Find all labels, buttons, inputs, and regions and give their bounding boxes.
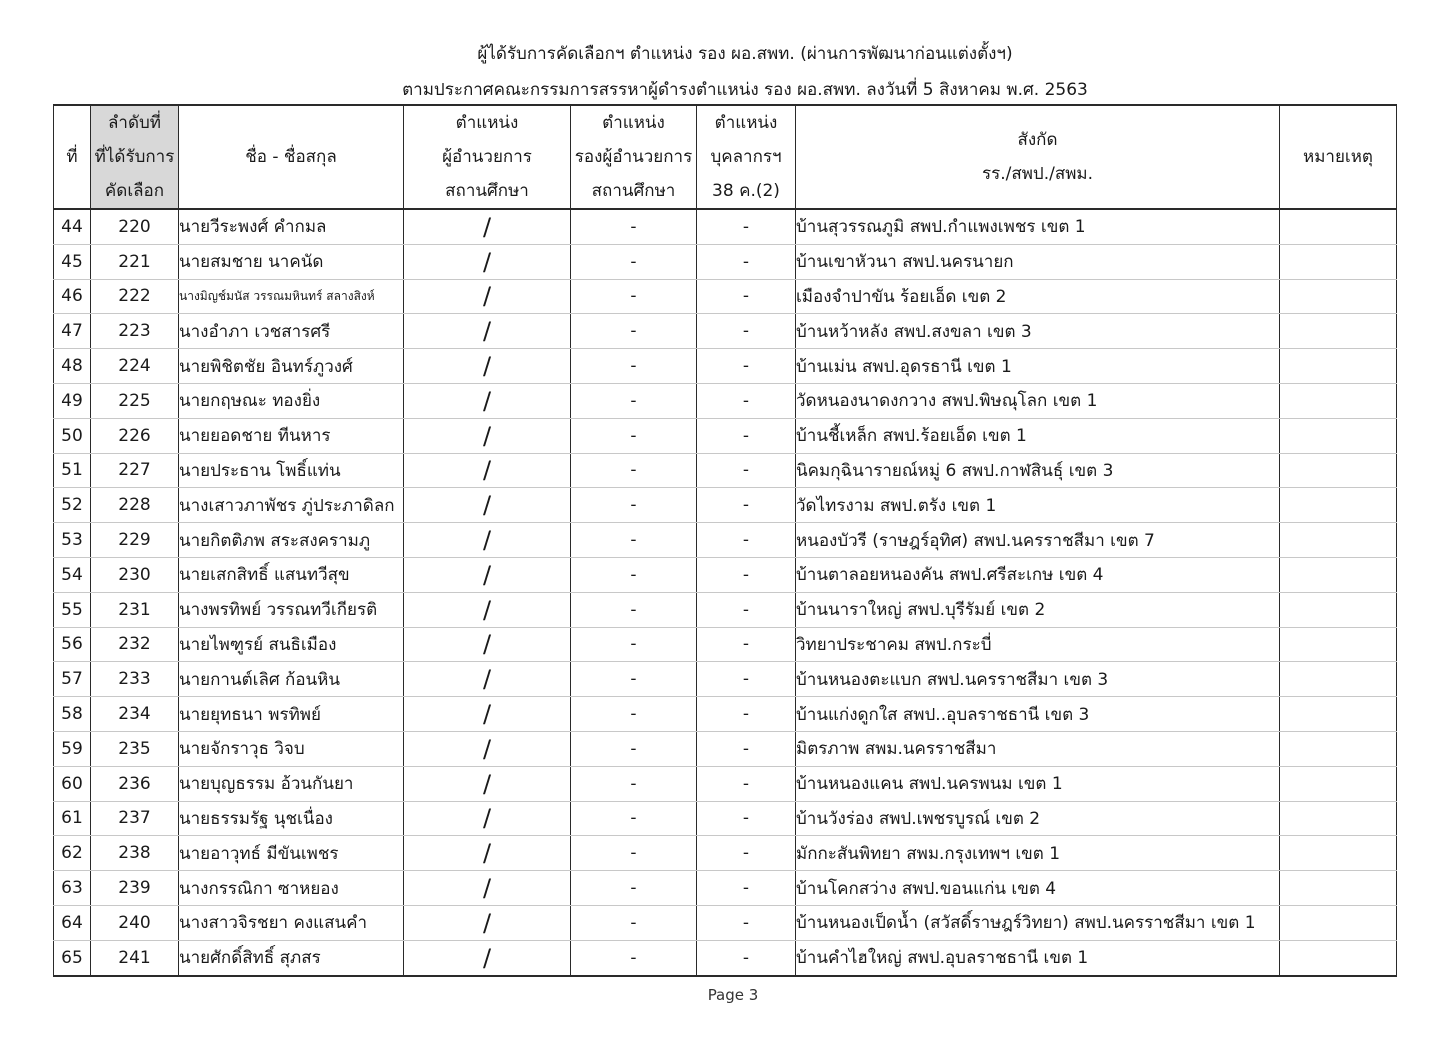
row-affiliation: บ้านโคกสว่าง สพป.ขอนแก่น เขต 4 <box>796 871 1280 906</box>
row-number: 55 <box>54 592 91 627</box>
table-row <box>54 314 1397 349</box>
table-row <box>54 801 1397 836</box>
row-deputy-mark: - <box>571 766 697 801</box>
row-number: 56 <box>54 627 91 662</box>
row-remark <box>1280 244 1397 279</box>
row-number: 46 <box>54 279 91 314</box>
header-deputy-line: สถานศึกษา <box>591 181 676 201</box>
row-personnel-mark: - <box>697 905 796 940</box>
row-deputy-mark: - <box>571 731 697 766</box>
row-personnel-mark: - <box>697 731 796 766</box>
row-name: นายกฤษณะ ทองยิ่ง <box>179 383 404 418</box>
row-number: 61 <box>54 801 91 836</box>
page-number: Page 3 <box>707 986 759 1004</box>
header-personnel-line: 38 ค.(2) <box>712 181 780 201</box>
row-personnel-mark: - <box>697 279 796 314</box>
header-deputy-line: รองผู้อำนวยการ <box>574 147 693 167</box>
row-number: 63 <box>54 871 91 906</box>
row-affiliation: บ้านหว้าหลัง สพป.สงขลา เขต 3 <box>796 314 1280 349</box>
row-number: 47 <box>54 314 91 349</box>
row-number: 65 <box>54 940 91 975</box>
row-director-mark: / <box>404 836 571 871</box>
row-remark <box>1280 314 1397 349</box>
table-row <box>54 244 1397 279</box>
row-director-mark: / <box>404 279 571 314</box>
row-personnel-mark: - <box>697 801 796 836</box>
row-name: นายกานต์เลิศ ก้อนหิน <box>179 662 404 697</box>
row-remark <box>1280 418 1397 453</box>
row-remark <box>1280 836 1397 871</box>
row-name: นายบุญธรรม อ้วนกันยา <box>179 766 404 801</box>
row-affiliation: บ้านตาลอยหนองคัน สพป.ศรีสะเกษ เขต 4 <box>796 557 1280 592</box>
header-deputy-line: ตำแหน่ง <box>602 113 665 133</box>
row-deputy-mark: - <box>571 627 697 662</box>
row-rank: 240 <box>91 905 179 940</box>
table-row <box>54 592 1397 627</box>
row-personnel-mark: - <box>697 349 796 384</box>
table-row <box>54 279 1397 314</box>
row-personnel-mark: - <box>697 209 796 244</box>
document-title: ผู้ได้รับการคัดเลือกฯ ตำแหน่ง รอง ผอ.สพท. (ผ่านการพัฒนาก่อนแต่งตั้งฯ) <box>477 44 1013 64</box>
row-affiliation: วัดหนองนาดงกวาง สพป.พิษณุโลก เขต 1 <box>796 383 1280 418</box>
row-remark <box>1280 523 1397 558</box>
row-director-mark: / <box>404 244 571 279</box>
table-row <box>54 940 1397 975</box>
row-director-mark: / <box>404 488 571 523</box>
row-remark <box>1280 697 1397 732</box>
row-name: นางสาวจิรชยา คงแสนคำ <box>179 905 404 940</box>
row-rank: 236 <box>91 766 179 801</box>
row-director-mark: / <box>404 905 571 940</box>
row-deputy-mark: - <box>571 349 697 384</box>
row-name: นายวีระพงศ์ คำกมล <box>179 209 404 244</box>
header-pos-personnel <box>697 105 796 209</box>
row-deputy-mark: - <box>571 662 697 697</box>
table-row <box>54 209 1397 244</box>
row-rank: 241 <box>91 940 179 975</box>
row-director-mark: / <box>404 557 571 592</box>
row-remark <box>1280 349 1397 384</box>
header-director-line: ตำแหน่ง <box>455 113 519 133</box>
table-row <box>54 383 1397 418</box>
row-director-mark: / <box>404 801 571 836</box>
row-number: 48 <box>54 349 91 384</box>
table-row <box>54 662 1397 697</box>
row-director-mark: / <box>404 349 571 384</box>
row-personnel-mark: - <box>697 592 796 627</box>
row-number: 53 <box>54 523 91 558</box>
row-deputy-mark: - <box>571 453 697 488</box>
row-affiliation: วิทยาประชาคม สพป.กระบี่ <box>796 627 1280 662</box>
row-remark <box>1280 209 1397 244</box>
row-rank: 231 <box>91 592 179 627</box>
row-number: 54 <box>54 557 91 592</box>
row-number: 45 <box>54 244 91 279</box>
header-rank <box>91 105 179 209</box>
row-number: 60 <box>54 766 91 801</box>
document-subtitle: ตามประกาศคณะกรรมการสรรหาผู้ดำรงตำแหน่ง รอง ผอ.สพท. ลงวันที่ 5 สิงหาคม พ.ศ. 2563 <box>402 80 1088 100</box>
table-row <box>54 418 1397 453</box>
row-number: 59 <box>54 731 91 766</box>
row-name: นายพิชิตชัย อินทร์ภูวงศ์ <box>179 349 404 384</box>
row-rank: 232 <box>91 627 179 662</box>
row-director-mark: / <box>404 592 571 627</box>
row-number: 64 <box>54 905 91 940</box>
row-name: นายประธาน โพธิ์แท่น <box>179 453 404 488</box>
header-affiliation-line: สังกัด <box>1017 130 1058 150</box>
row-deputy-mark: - <box>571 940 697 975</box>
row-remark <box>1280 488 1397 523</box>
row-rank: 238 <box>91 836 179 871</box>
table-row <box>54 349 1397 384</box>
row-personnel-mark: - <box>697 697 796 732</box>
row-rank: 233 <box>91 662 179 697</box>
row-personnel-mark: - <box>697 314 796 349</box>
header-personnel-line: บุคลากรฯ <box>710 147 782 167</box>
row-personnel-mark: - <box>697 766 796 801</box>
row-name: นางมิญช์มนัส วรรณมหินทร์ สลางสิงห์ <box>179 279 404 314</box>
row-director-mark: / <box>404 627 571 662</box>
row-name: นางอำภา เวชสารศรี <box>179 314 404 349</box>
header-name: ชื่อ - ชื่อสกุล <box>179 105 404 209</box>
row-deputy-mark: - <box>571 314 697 349</box>
row-name: นายยุทธนา พรทิพย์ <box>179 697 404 732</box>
row-rank: 229 <box>91 523 179 558</box>
table-row <box>54 766 1397 801</box>
row-name: นายสมชาย นาคนัด <box>179 244 404 279</box>
row-director-mark: / <box>404 209 571 244</box>
header-affiliation <box>796 105 1280 209</box>
row-personnel-mark: - <box>697 488 796 523</box>
table-row <box>54 905 1397 940</box>
header-remark: หมายเหตุ <box>1280 105 1397 209</box>
row-affiliation: บ้านชี้เหล็ก สพป.ร้อยเอ็ด เขต 1 <box>796 418 1280 453</box>
row-director-mark: / <box>404 871 571 906</box>
row-rank: 225 <box>91 383 179 418</box>
row-affiliation: บ้านแก่งดูกใส สพป..อุบลราชธานี เขต 3 <box>796 697 1280 732</box>
row-name: นายกิตติภพ สระสงครามภู <box>179 523 404 558</box>
row-remark <box>1280 766 1397 801</box>
row-name: นายจักราวุธ วิจบ <box>179 731 404 766</box>
row-name: นางพรทิพย์ วรรณทวีเกียรติ <box>179 592 404 627</box>
row-affiliation: บ้านหนองเป็ดน้ำ (สวัสดิ์ราษฎร์วิทยา) สพป.นครราชสีมา เขต 1 <box>796 905 1280 940</box>
row-personnel-mark: - <box>697 871 796 906</box>
row-name: นายธรรมรัฐ นุชเนื่อง <box>179 801 404 836</box>
row-affiliation: บ้านหนองแคน สพป.นครพนม เขต 1 <box>796 766 1280 801</box>
row-deputy-mark: - <box>571 557 697 592</box>
header-director-line: สถานศึกษา <box>445 181 529 201</box>
header-pos-director <box>404 105 571 209</box>
row-remark <box>1280 871 1397 906</box>
row-rank: 230 <box>91 557 179 592</box>
row-director-mark: / <box>404 662 571 697</box>
row-remark <box>1280 279 1397 314</box>
row-number: 57 <box>54 662 91 697</box>
row-deputy-mark: - <box>571 383 697 418</box>
row-affiliation: บ้านเม่น สพป.อุดรธานี เขต 1 <box>796 349 1280 384</box>
table-row <box>54 836 1397 871</box>
row-affiliation: มักกะสันพิทยา สพม.กรุงเทพฯ เขต 1 <box>796 836 1280 871</box>
row-rank: 237 <box>91 801 179 836</box>
row-affiliation: เมืองจำปาขัน ร้อยเอ็ด เขต 2 <box>796 279 1280 314</box>
row-remark <box>1280 731 1397 766</box>
row-director-mark: / <box>404 523 571 558</box>
row-name: นางกรรณิกา ซาหยอง <box>179 871 404 906</box>
row-affiliation: มิตรภาพ สพม.นครราชสีมา <box>796 731 1280 766</box>
row-director-mark: / <box>404 453 571 488</box>
row-director-mark: / <box>404 731 571 766</box>
row-name: นางเสาวภาพัชร ภู่ประภาดิลก <box>179 488 404 523</box>
row-rank: 223 <box>91 314 179 349</box>
table-row <box>54 871 1397 906</box>
header-director-line: ผู้อำนวยการ <box>442 147 532 167</box>
table-row <box>54 557 1397 592</box>
row-name: นายเสกสิทธิ์ แสนทวีสุข <box>179 557 404 592</box>
row-affiliation: บ้านหนองตะแบก สพป.นครราชสีมา เขต 3 <box>796 662 1280 697</box>
row-director-mark: / <box>404 383 571 418</box>
row-remark <box>1280 801 1397 836</box>
row-remark <box>1280 592 1397 627</box>
row-personnel-mark: - <box>697 627 796 662</box>
row-deputy-mark: - <box>571 244 697 279</box>
row-rank: 220 <box>91 209 179 244</box>
table-row <box>54 627 1397 662</box>
row-affiliation: บ้านเขาหัวนา สพป.นครนายก <box>796 244 1280 279</box>
row-personnel-mark: - <box>697 557 796 592</box>
row-deputy-mark: - <box>571 801 697 836</box>
row-deputy-mark: - <box>571 871 697 906</box>
header-no: ที่ <box>54 105 91 209</box>
row-affiliation: บ้านสุวรรณภูมิ สพป.กำแพงเพชร เขต 1 <box>796 209 1280 244</box>
row-rank: 226 <box>91 418 179 453</box>
row-deputy-mark: - <box>571 209 697 244</box>
row-personnel-mark: - <box>697 523 796 558</box>
header-personnel-line: ตำแหน่ง <box>714 113 778 133</box>
row-number: 58 <box>54 697 91 732</box>
header-affiliation-line: รร./สพป./สพม. <box>981 164 1094 184</box>
header-rank-line: ลำดับที่ <box>107 113 161 133</box>
row-number: 62 <box>54 836 91 871</box>
table-header-row <box>54 105 1397 209</box>
header-rank-line: ที่ได้รับการ <box>94 147 175 167</box>
row-deputy-mark: - <box>571 697 697 732</box>
row-deputy-mark: - <box>571 836 697 871</box>
row-rank: 239 <box>91 871 179 906</box>
row-rank: 228 <box>91 488 179 523</box>
row-remark <box>1280 662 1397 697</box>
row-affiliation: บ้านนาราใหญ่ สพป.บุรีรัมย์ เขต 2 <box>796 592 1280 627</box>
row-rank: 235 <box>91 731 179 766</box>
row-number: 44 <box>54 209 91 244</box>
row-affiliation: บ้านคำไฮใหญ่ สพป.อุบลราชธานี เขต 1 <box>796 940 1280 975</box>
row-director-mark: / <box>404 697 571 732</box>
row-deputy-mark: - <box>571 523 697 558</box>
row-remark <box>1280 453 1397 488</box>
row-personnel-mark: - <box>697 940 796 975</box>
row-remark <box>1280 905 1397 940</box>
row-deputy-mark: - <box>571 418 697 453</box>
row-director-mark: / <box>404 314 571 349</box>
table-row <box>54 488 1397 523</box>
row-affiliation: บ้านวังร่อง สพป.เพชรบูรณ์ เขต 2 <box>796 801 1280 836</box>
row-name: นายอาวุทธ์ มีขันเพชร <box>179 836 404 871</box>
row-affiliation: วัดไทรงาม สพป.ตรัง เขต 1 <box>796 488 1280 523</box>
row-rank: 234 <box>91 697 179 732</box>
row-number: 51 <box>54 453 91 488</box>
selection-table <box>53 104 1397 977</box>
table-row <box>54 453 1397 488</box>
row-deputy-mark: - <box>571 279 697 314</box>
header-rank-line: คัดเลือก <box>104 181 165 201</box>
row-deputy-mark: - <box>571 592 697 627</box>
table-row <box>54 697 1397 732</box>
row-affiliation: นิคมกุฉินารายณ์หมู่ 6 สพป.กาฬสินธุ์ เขต 3 <box>796 453 1280 488</box>
row-deputy-mark: - <box>571 488 697 523</box>
row-number: 49 <box>54 383 91 418</box>
table-row <box>54 523 1397 558</box>
row-name: นายไพฑูรย์ สนธิเมือง <box>179 627 404 662</box>
row-personnel-mark: - <box>697 418 796 453</box>
row-remark <box>1280 940 1397 975</box>
row-remark <box>1280 627 1397 662</box>
row-deputy-mark: - <box>571 905 697 940</box>
row-personnel-mark: - <box>697 453 796 488</box>
row-director-mark: / <box>404 766 571 801</box>
row-remark <box>1280 557 1397 592</box>
row-director-mark: / <box>404 418 571 453</box>
row-name: นายยอดชาย ทีนหาร <box>179 418 404 453</box>
row-personnel-mark: - <box>697 662 796 697</box>
row-name: นายศักดิ์สิทธิ์ สุภสร <box>179 940 404 975</box>
row-personnel-mark: - <box>697 244 796 279</box>
row-affiliation: หนองบัวรี (ราษฎร์อุทิศ) สพป.นครราชสีมา เขต 7 <box>796 523 1280 558</box>
row-remark <box>1280 383 1397 418</box>
header-pos-deputy <box>571 105 697 209</box>
row-rank: 227 <box>91 453 179 488</box>
row-director-mark: / <box>404 940 571 975</box>
row-number: 50 <box>54 418 91 453</box>
row-rank: 221 <box>91 244 179 279</box>
table-row <box>54 731 1397 766</box>
row-number: 52 <box>54 488 91 523</box>
row-personnel-mark: - <box>697 836 796 871</box>
row-personnel-mark: - <box>697 383 796 418</box>
row-rank: 224 <box>91 349 179 384</box>
row-rank: 222 <box>91 279 179 314</box>
